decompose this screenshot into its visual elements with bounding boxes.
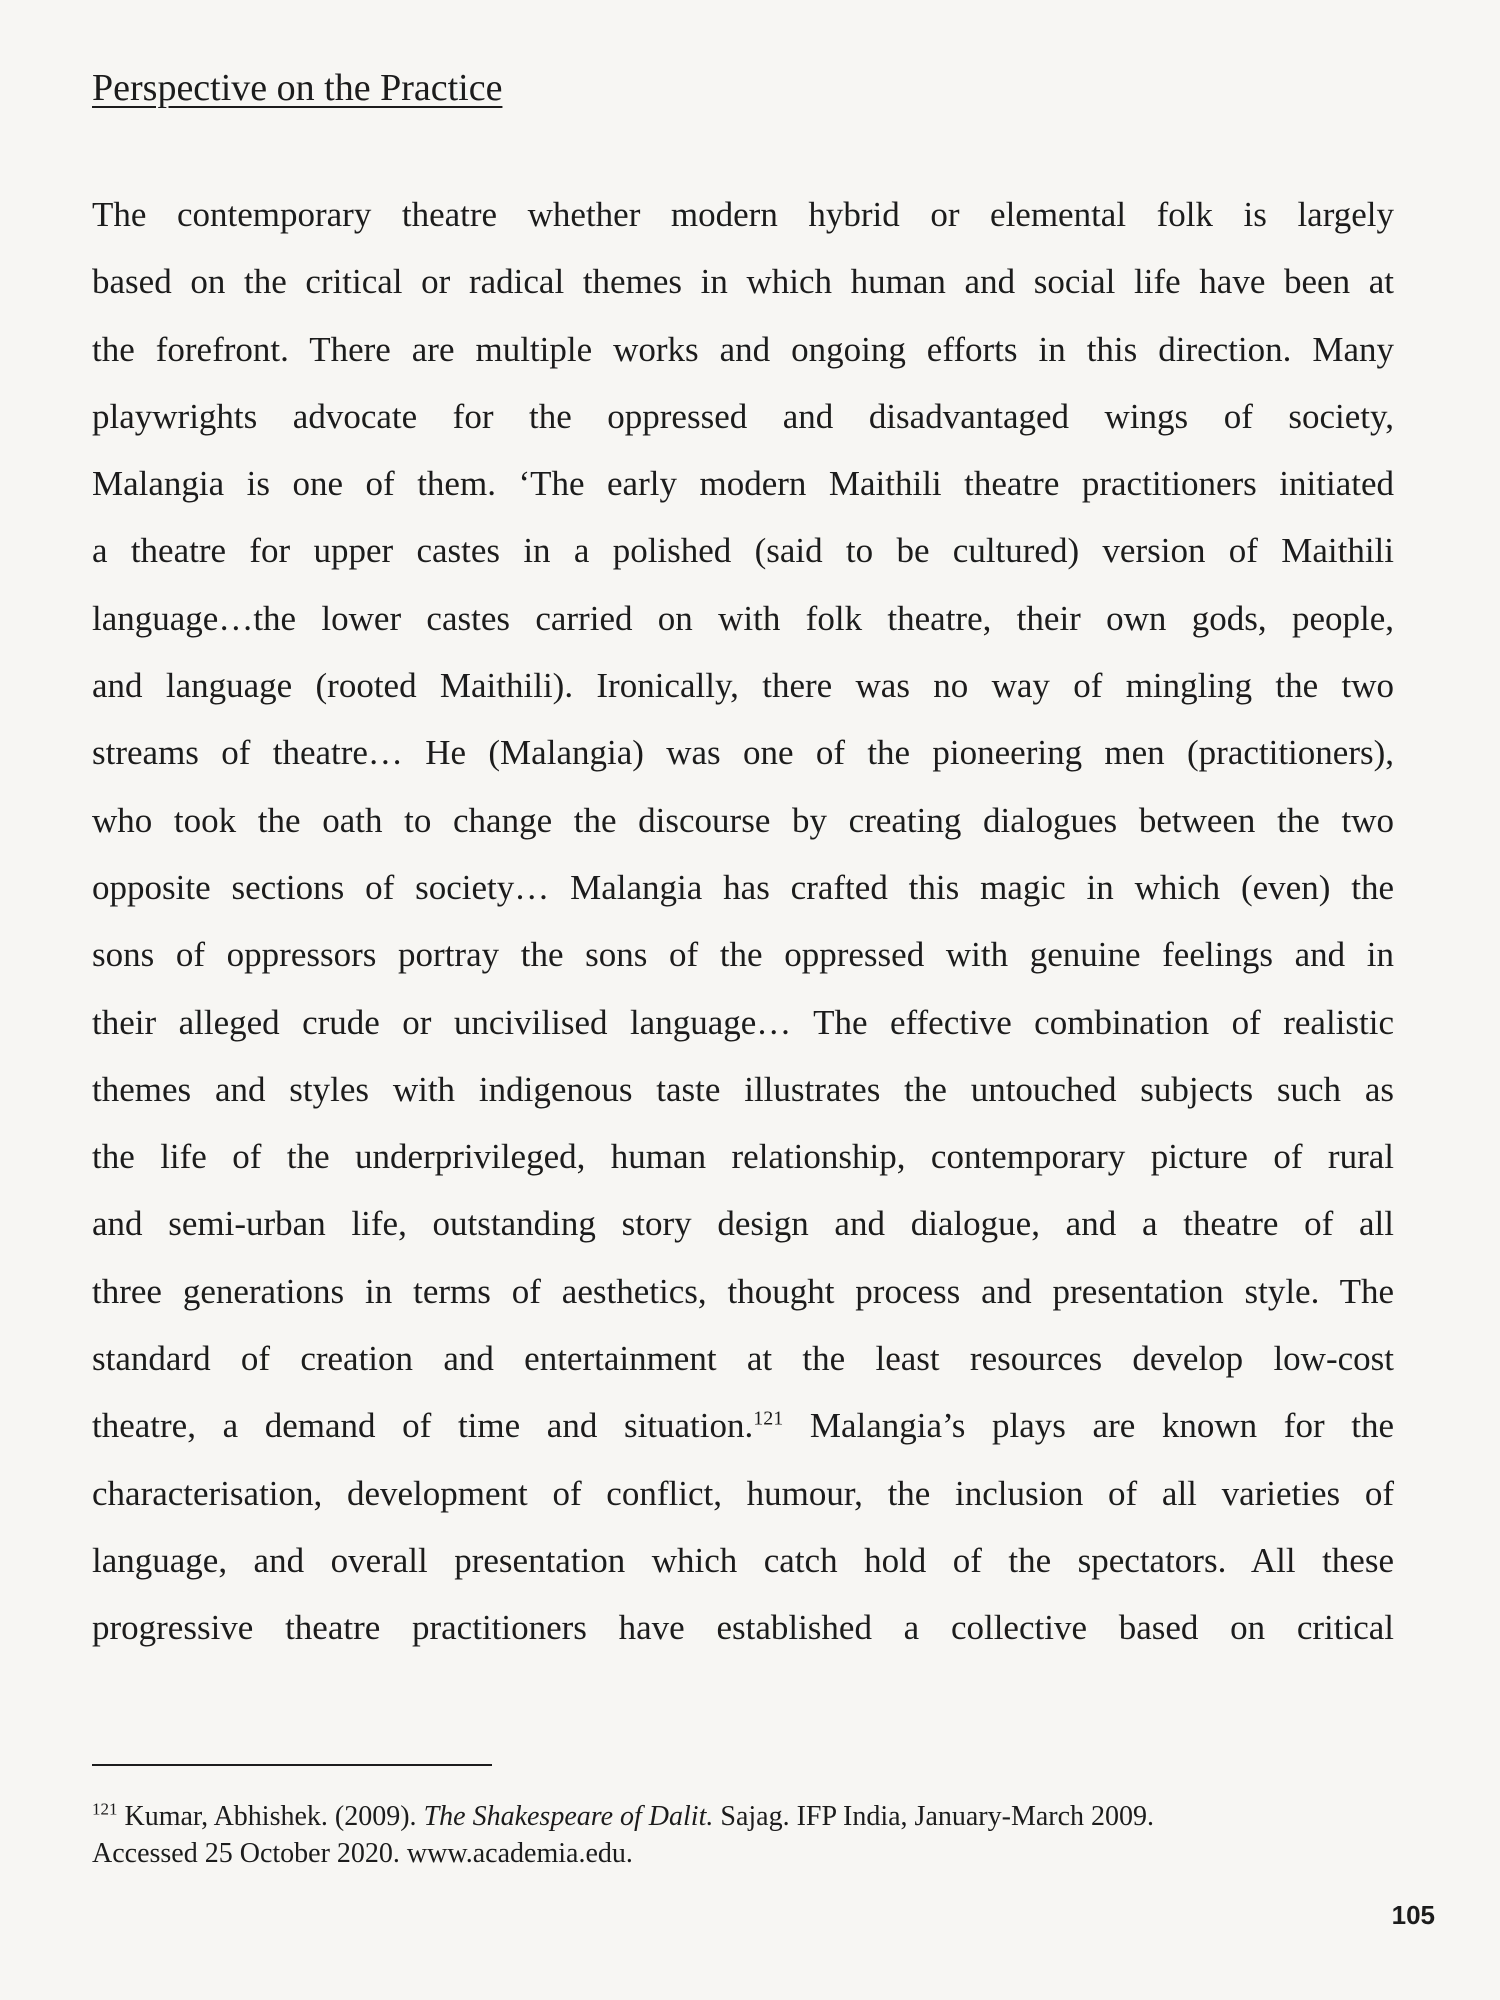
paragraph-line: opposite sections of society… Malangia has crafted this magic in which (even) the [92,867,1394,907]
paragraph-line: characterisation, development of conflict, humour, the inclusion of all varieties of [92,1473,1394,1513]
paragraph-line: their alleged crude or uncivilised language… The effective combination of realistic [92,1002,1394,1042]
paragraph-line: and semi-urban life, outstanding story design and dialogue, and a theatre of all [92,1204,1394,1244]
paragraph-line: playwrights advocate for the oppressed and disadvantaged wings of society, [92,396,1394,436]
body-paragraph [92,181,1394,1662]
footnote [92,1798,1402,1872]
paragraph-line-with-footnote-ref [92,1392,1394,1459]
paragraph-line: language…the lower castes carried on with folk theatre, their own gods, people, [92,598,1394,638]
footnote-line [92,1798,1402,1835]
line-text: Malangia’s plays are known for the [783,1406,1395,1446]
paragraph-line: based on the critical or radical themes in which human and social life have been at [92,262,1394,302]
paragraph-line: themes and styles with indigenous taste illustrates the untouched subjects such as [92,1069,1394,1109]
footnote-number: 121 [92,1799,118,1819]
paragraph-line: the life of the underprivileged, human relationship, contemporary picture of rural [92,1137,1394,1177]
footnote-source: Sajag. IFP India, January-March 2009. [713,1801,1155,1832]
footnote-reference[interactable]: 121 [753,1407,784,1430]
paragraph-line: language, and overall presentation which catch hold of the spectators. All these [92,1540,1394,1580]
paragraph-line: a theatre for upper castes in a polished (said to be cultured) version of Maithili [92,531,1394,571]
paragraph-line: three generations in terms of aesthetics, thought process and presentation style. The [92,1271,1394,1311]
paragraph-line: progressive theatre practitioners have established a collective based on critical [92,1608,1394,1648]
paragraph-line: who took the oath to change the discourse by creating dialogues between the two [92,800,1394,840]
footnote-author: Kumar, Abhishek. (2009). [117,1801,424,1832]
page-number: 105 [1391,1900,1435,1930]
paragraph-line: The contemporary theatre whether modern hybrid or elemental folk is largely [92,195,1394,234]
paragraph-line: sons of oppressors portray the sons of the oppressed with genuine feelings and in [92,935,1394,975]
footnote-access-line: Accessed 25 October 2020. www.academia.edu. [92,1838,633,1869]
paragraph-line: standard of creation and entertainment at the least resources develop low-cost [92,1339,1394,1379]
paragraph-line: and language (rooted Maithili). Ironically, there was no way of mingling the two [92,666,1394,706]
line-text: theatre, a demand of time and situation. [92,1406,754,1446]
paragraph-line: Malangia is one of them. ‘The early modern Maithili theatre practitioners initiated [92,464,1394,504]
paragraph-line: the forefront. There are multiple works and ongoing efforts in this direction. Many [92,329,1394,369]
footnote-title: The Shakespeare of Dalit. [423,1801,714,1832]
paragraph-line: streams of theatre… He (Malangia) was one of the pioneering men (practitioners), [92,733,1394,773]
section-heading: Perspective on the Practice [92,67,503,109]
footnote-divider [92,1764,492,1766]
